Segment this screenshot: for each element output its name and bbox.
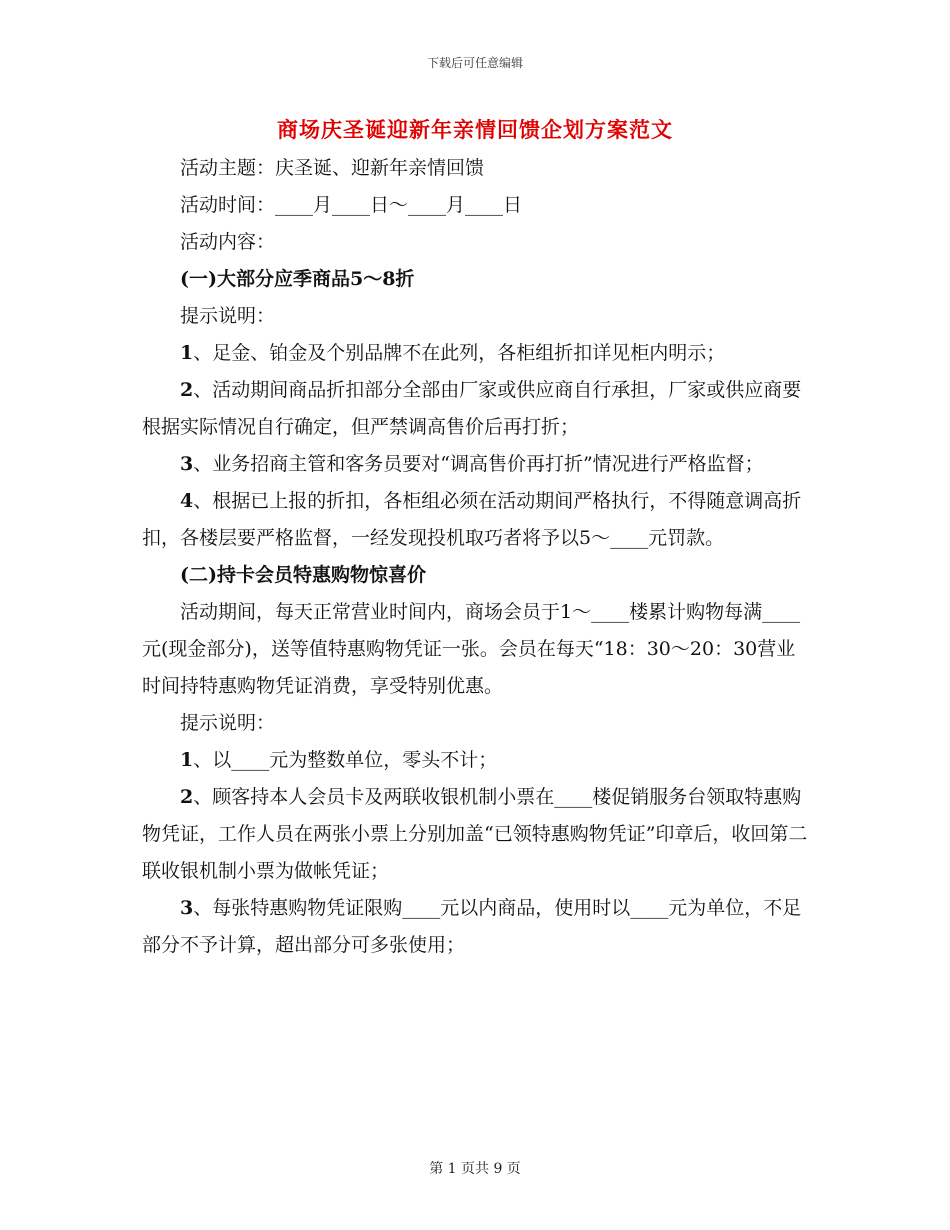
document-body [142,150,812,964]
list-item-text: 、以____元为整数单位，零头不计； [193,749,498,771]
list-item-text: 、活动期间商品折扣部分全部由厂家或供应商自行承担，厂家或供应商要根据实际情况自行确定，但严禁调高售价后再打折； [142,379,802,438]
list-item-number: 1 [180,342,194,364]
page-footer: 第 1 页共 9 页 [429,1161,521,1177]
list-item-number: 2 [180,786,194,808]
list-item [142,446,812,483]
list-item-number: 4 [180,490,194,512]
list-item [142,779,812,890]
paragraph: 活动期间，每天正常营业时间内，商场会员于1～____楼累计购物每满____元(现金部分)，送等值特惠购物凭证一张。会员在每天“18：30～20：30营业时间持特惠购物凭证消费，享受特别优惠。 [142,601,801,697]
list-item-number: 3 [180,453,194,475]
list-item-number: 3 [180,897,194,919]
activity-theme: 活动主题：庆圣诞、迎新年亲情回馈 [180,157,485,179]
section-heading-1: (一)大部分应季商品5～8折 [180,268,415,290]
list-item-text: 、根据已上报的折扣，各柜组必须在活动期间严格执行，不得随意调高折扣，各楼层要严格监督，一经发现投机取巧者将予以5～____元罚款。 [142,490,802,549]
tips-label-1: 提示说明： [180,305,276,327]
activity-content-label: 活动内容： [180,231,276,253]
header-note: 下载后可任意编辑 [426,56,523,70]
document-title: 商场庆圣诞迎新年亲情回馈企划方案范文 [277,117,673,142]
tips-label-2: 提示说明： [180,712,276,734]
list-item [142,742,812,779]
list-item-text: 、足金、铂金及个别品牌不在此列，各柜组折扣详见柜内明示； [193,342,726,364]
list-item-text: 、业务招商主管和客务员要对“调高售价再打折”情况进行严格监督； [193,453,764,475]
list-item [142,335,812,372]
list-item-number: 2 [180,379,194,401]
list-item-text: 、顾客持本人会员卡及两联收银机制小票在____楼促销服务台领取特惠购物凭证，工作人员在两张小票上分别加盖“已领特惠购物凭证”印章后，收回第二联收银机制小票为做帐凭证； [142,786,808,882]
list-item-number: 1 [180,749,194,771]
list-item [142,890,812,964]
list-item [142,483,812,557]
section-heading-2: (二)持卡会员特惠购物惊喜价 [180,564,426,586]
list-item [142,372,812,446]
list-item-text: 、每张特惠购物凭证限购____元以内商品，使用时以____元为单位，不足部分不予计算，超出部分可多张使用； [142,897,802,956]
activity-time: 活动时间：____月____日～____月____日 [180,194,523,216]
